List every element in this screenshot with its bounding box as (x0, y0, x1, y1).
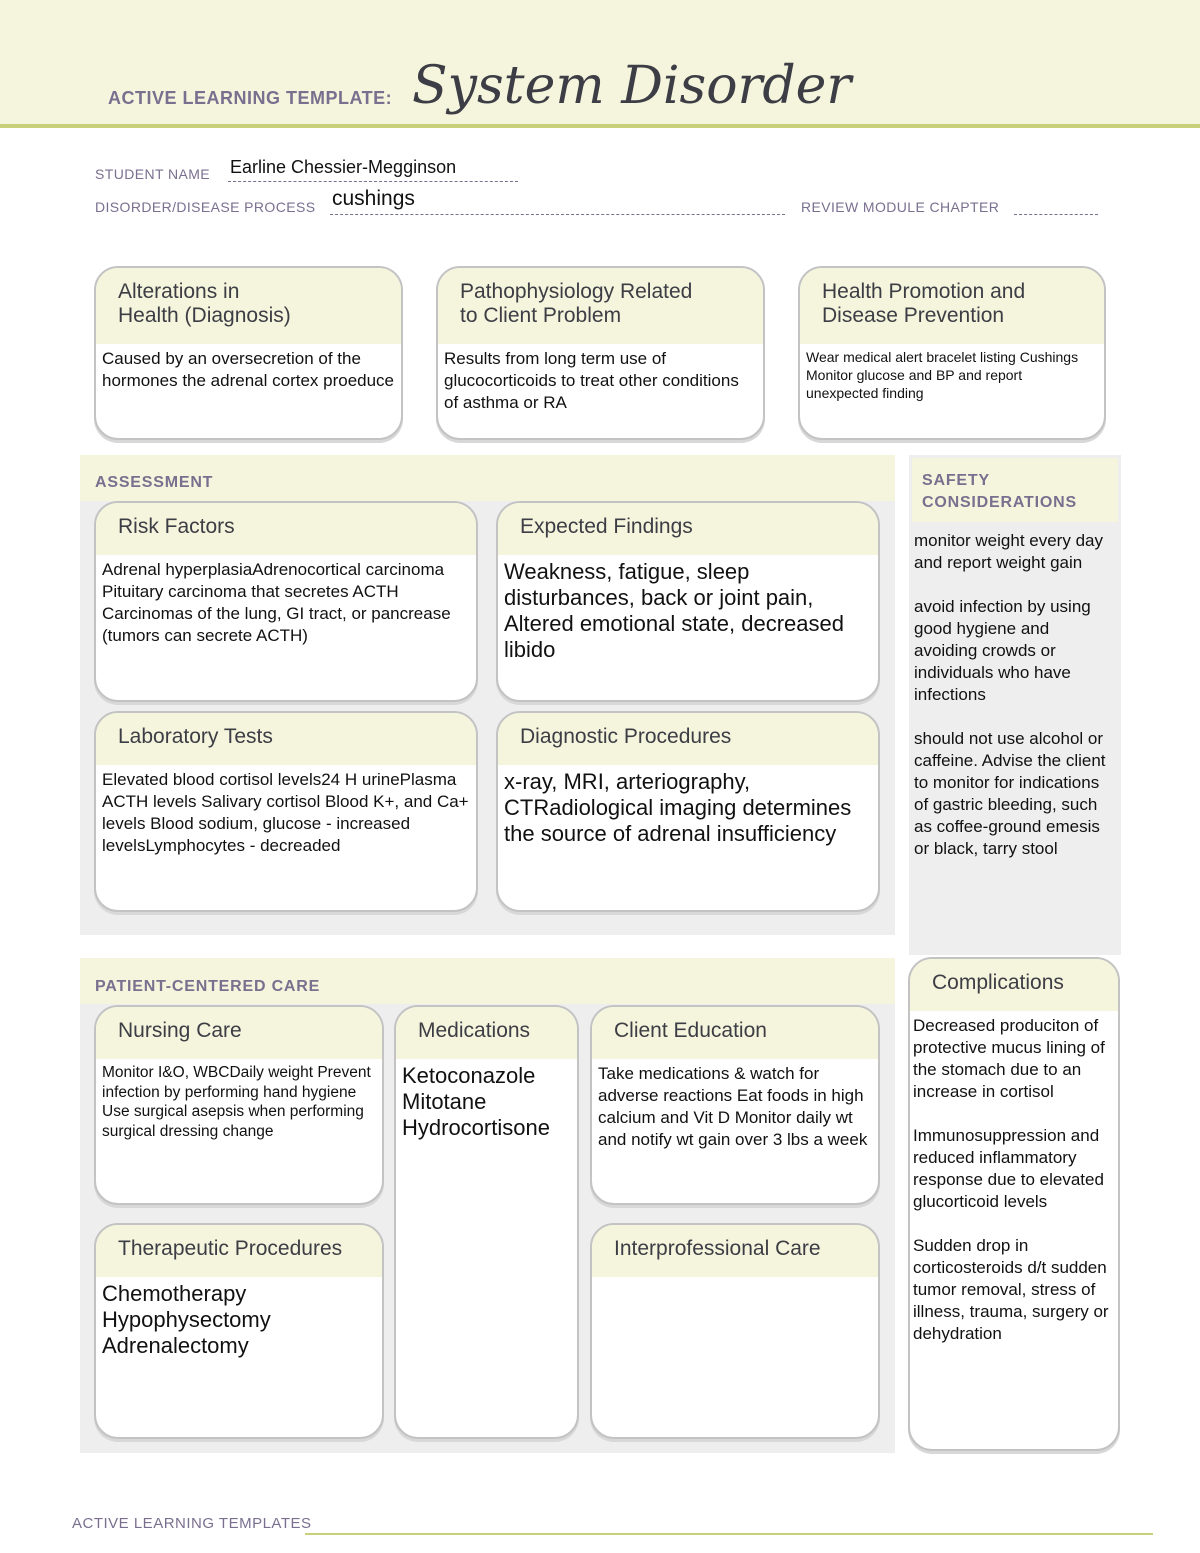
nursing-care-card (94, 1005, 384, 1205)
laboratory-tests-card (94, 711, 478, 912)
interprofessional-care-text (592, 1277, 878, 1281)
laboratory-tests-heading: Laboratory Tests (96, 713, 476, 765)
health-promotion-card (798, 266, 1106, 440)
interprofessional-care-heading: Interprofessional Care (592, 1225, 878, 1277)
client-education-card (590, 1005, 880, 1205)
disorder-field[interactable]: cushings (332, 187, 415, 210)
interprofessional-care-card (590, 1223, 880, 1439)
client-education-text: Take medications & watch for adverse reactions Eat foods in high calcium and Vit D Monitor daily wt and notify wt gain over 3 lbs a week (598, 1064, 868, 1149)
alterations-text: Caused by an oversecretion of the hormones the adrenal cortex proeduce (102, 349, 395, 390)
student-name-field[interactable]: Earline Chessier-Megginson (230, 157, 457, 177)
complications-heading: Complications (910, 959, 1118, 1011)
medications-text: Ketoconazole Mitotane Hydrocortisone (402, 1063, 550, 1140)
health-promotion-heading: Health Promotion and Disease Prevention (800, 268, 1104, 344)
therapeutic-procedures-card (94, 1223, 384, 1439)
complications-card (908, 957, 1120, 1451)
expected-findings-text: Weakness, fatigue, sleep disturbances, back or joint pain, Altered emotional state, decreased libido (504, 559, 844, 662)
medications-heading: Medications (396, 1007, 577, 1059)
disorder-label: DISORDER/DISEASE PROCESS (95, 199, 316, 215)
nursing-care-heading: Nursing Care (96, 1007, 382, 1059)
health-promotion-text: Wear medical alert bracelet listing Cushings Monitor glucose and BP and report unexpected finding (806, 349, 1079, 401)
alterations-heading: Alterations in Health (Diagnosis) (96, 268, 401, 344)
risk-factors-text: Adrenal hyperplasiaAdrenocortical carcinoma Pituitary carcinoma that secretes ACTH Carcinomas of the lung, GI tract, or pancrease (tumors can secrete ACTH) (102, 560, 451, 645)
disorder-line (330, 214, 785, 215)
expected-findings-heading: Expected Findings (498, 503, 878, 555)
therapeutic-procedures-heading: Therapeutic Procedures (96, 1225, 382, 1277)
nursing-care-text: Monitor I&O, WBCDaily weight Prevent infection by performing hand hygiene Use surgical asepsis when performing surgical dressing change (102, 1064, 371, 1140)
complications-text: Decreased produciton of protective mucus lining of the stomach due to an increase in cortisol Immunosuppression and reduced inflammatory response due to elevated glucorticoid levels Sudden drop in corticosteroids d/t sudden tumor removal, stress of illness, trauma, surgery or dehydration (913, 1016, 1109, 1343)
diagnostic-procedures-heading: Diagnostic Procedures (498, 713, 878, 765)
header-rule (0, 124, 1200, 128)
assessment-title: ASSESSMENT (95, 474, 214, 491)
footer-label: ACTIVE LEARNING TEMPLATES (72, 1515, 312, 1532)
risk-factors-heading: Risk Factors (96, 503, 476, 555)
diagnostic-procedures-card (496, 711, 880, 912)
therapeutic-procedures-text: Chemotherapy Hypophysectomy Adrenalectomy (102, 1281, 271, 1358)
risk-factors-card (94, 501, 478, 702)
template-label: ACTIVE LEARNING TEMPLATE: (108, 88, 393, 108)
safety-text: monitor weight every day and report weight gain avoid infection by using good hygiene and avoiding crowds or individuals who have infections should not use alcohol or caffeine. Advise the client to monitor for indications of gastric bleeding, such as coffee-ground emesis or black, tarry stool (914, 531, 1106, 858)
laboratory-tests-text: Elevated blood cortisol levels24 H urinePlasma ACTH levels Salivary cortisol Blood K+, and Ca+ levels Blood sodium, glucose - increased levelsLymphocytes - decreaded (102, 770, 469, 855)
client-education-heading: Client Education (592, 1007, 878, 1059)
review-module-field[interactable] (1014, 214, 1098, 215)
pathophysiology-card (436, 266, 765, 440)
pathophysiology-text: Results from long term use of glucocorticoids to treat other conditions of asthma or RA (444, 349, 739, 412)
review-module-label: REVIEW MODULE CHAPTER (801, 199, 1000, 215)
diagnostic-procedures-text: x-ray, MRI, arteriography, CTRadiological imaging determines the source of adrenal insufficiency (504, 769, 852, 846)
expected-findings-card (496, 501, 880, 702)
patient-centered-care-title: PATIENT-CENTERED CARE (95, 978, 321, 995)
safety-title: SAFETY CONSIDERATIONS (912, 458, 1118, 522)
student-name-line (228, 181, 518, 182)
page-title: System Disorder (412, 56, 852, 116)
student-name-label: STUDENT NAME (95, 166, 210, 182)
alterations-card (94, 266, 403, 440)
footer-rule (305, 1533, 1153, 1535)
pathophysiology-heading: Pathophysiology Related to Client Problem (438, 268, 763, 344)
medications-card (394, 1005, 579, 1439)
